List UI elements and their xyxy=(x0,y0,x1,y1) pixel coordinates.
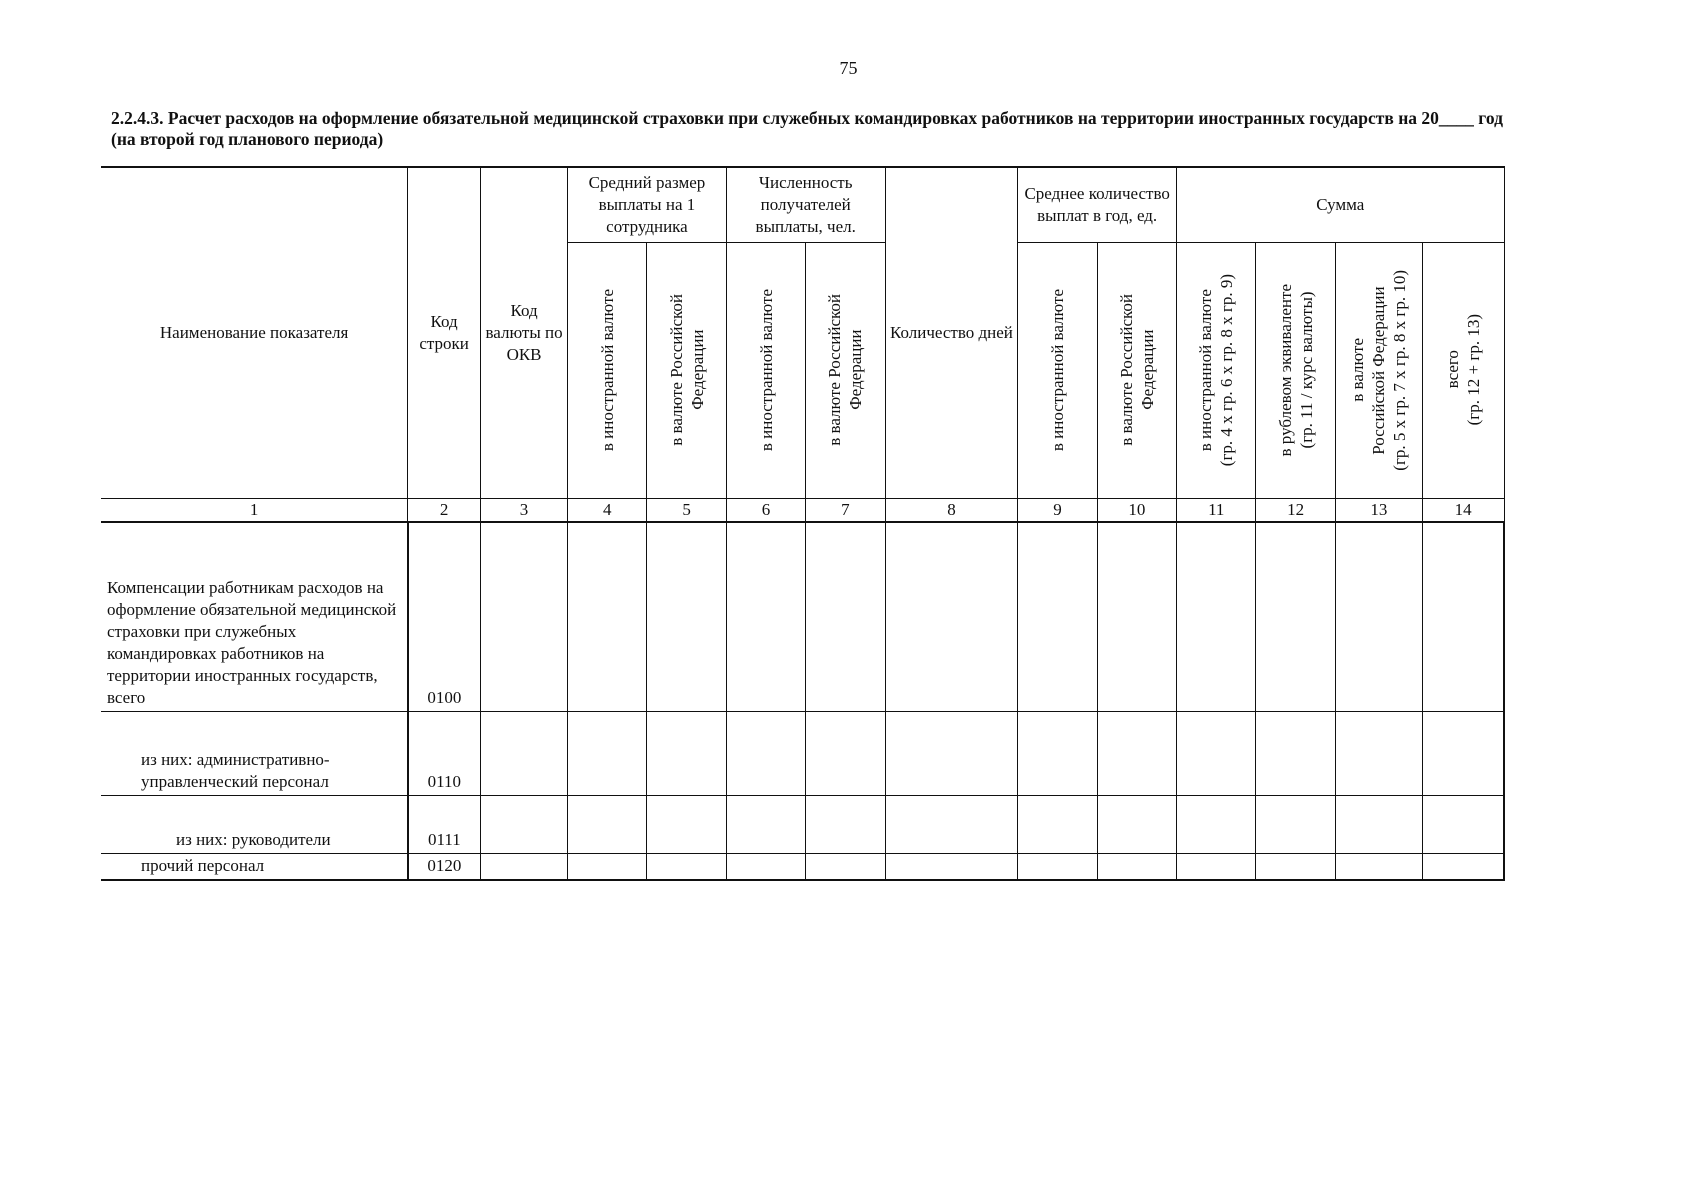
header-col6-label: в иностранной валюте xyxy=(756,288,776,452)
data-cell[interactable] xyxy=(481,796,568,854)
data-cell[interactable] xyxy=(647,854,726,880)
data-cell[interactable] xyxy=(1256,712,1335,796)
data-cell[interactable] xyxy=(1422,854,1504,880)
header-col6 xyxy=(726,242,805,498)
data-cell[interactable] xyxy=(1422,796,1504,854)
column-number: 13 xyxy=(1335,498,1422,522)
data-cell[interactable] xyxy=(726,712,805,796)
header-days: Количество дней xyxy=(885,167,1018,498)
data-cell[interactable] xyxy=(885,522,1018,712)
header-col10-label: в валюте Российской Федерации xyxy=(1116,294,1157,446)
row-name: из них: административно-управленческий персонал xyxy=(101,712,408,796)
data-cell[interactable] xyxy=(1256,854,1335,880)
data-cell[interactable] xyxy=(1177,522,1256,712)
header-col9-label: в иностранной валюте xyxy=(1047,288,1067,452)
header-col10 xyxy=(1097,242,1176,498)
row-code: 0120 xyxy=(408,854,481,880)
column-number: 10 xyxy=(1097,498,1176,522)
data-cell[interactable] xyxy=(1097,522,1176,712)
data-cell[interactable] xyxy=(1097,712,1176,796)
data-cell[interactable] xyxy=(806,522,885,712)
column-number: 1 xyxy=(101,498,408,522)
column-number: 3 xyxy=(481,498,568,522)
data-cell[interactable] xyxy=(647,796,726,854)
column-number: 6 xyxy=(726,498,805,522)
data-cell[interactable] xyxy=(1256,796,1335,854)
header-sum: Сумма xyxy=(1177,167,1504,242)
data-cell[interactable] xyxy=(885,854,1018,880)
header-avg-count: Среднее количество выплат в год, ед. xyxy=(1018,167,1177,242)
row-code: 0111 xyxy=(408,796,481,854)
column-number: 4 xyxy=(568,498,647,522)
header-currency-code: Код валюты по ОКВ xyxy=(481,167,568,498)
table-row xyxy=(101,854,1504,880)
data-cell[interactable] xyxy=(1018,854,1097,880)
column-number: 9 xyxy=(1018,498,1097,522)
column-number: 2 xyxy=(408,498,481,522)
data-cell[interactable] xyxy=(647,522,726,712)
data-cell[interactable] xyxy=(1177,796,1256,854)
header-col4-label: в иностранной валюте xyxy=(597,288,617,452)
data-cell[interactable] xyxy=(568,796,647,854)
header-col7-label: в валюте Российской Федерации xyxy=(825,294,866,446)
data-cell[interactable] xyxy=(726,854,805,880)
row-name: из них: руководители xyxy=(101,796,408,854)
data-cell[interactable] xyxy=(1335,796,1422,854)
data-cell[interactable] xyxy=(1422,522,1504,712)
data-cell[interactable] xyxy=(1335,522,1422,712)
row-name: Компенсации работникам расходов на оформление обязательной медицинской страховки при служебных командировках работников на территории иностранных государств, всего xyxy=(101,522,408,712)
header-col11-label: в иностранной валюте (гр. 4 х гр. 6 х гр. 8 х гр. 9) xyxy=(1196,273,1237,467)
data-cell[interactable] xyxy=(1018,796,1097,854)
header-col14 xyxy=(1422,242,1504,498)
column-number: 7 xyxy=(806,498,885,522)
data-cell[interactable] xyxy=(726,522,805,712)
data-cell[interactable] xyxy=(726,796,805,854)
data-cell[interactable] xyxy=(885,712,1018,796)
data-cell[interactable] xyxy=(885,796,1018,854)
column-number: 5 xyxy=(647,498,726,522)
column-number: 12 xyxy=(1256,498,1335,522)
header-name: Наименование показателя xyxy=(101,167,408,498)
header-row-code: Код строки xyxy=(408,167,481,498)
table-row xyxy=(101,712,1504,796)
table-row xyxy=(101,796,1504,854)
table-row xyxy=(101,522,1504,712)
header-col7 xyxy=(806,242,885,498)
data-cell[interactable] xyxy=(568,522,647,712)
column-number-row xyxy=(101,498,1504,522)
data-cell[interactable] xyxy=(1018,712,1097,796)
data-cell[interactable] xyxy=(806,854,885,880)
calculation-table xyxy=(101,166,1505,881)
header-col11 xyxy=(1177,242,1256,498)
data-cell[interactable] xyxy=(481,522,568,712)
header-col5-label: в валюте Российской Федерации xyxy=(666,294,707,446)
header-col13 xyxy=(1335,242,1422,498)
data-cell[interactable] xyxy=(1177,854,1256,880)
header-col14-label: всего (гр. 12 + гр. 13) xyxy=(1443,314,1484,426)
column-number: 8 xyxy=(885,498,1018,522)
page-number: 75 xyxy=(839,58,858,78)
header-col12-label: в рублевом эквиваленте (гр. 11 / курс валюты) xyxy=(1275,283,1316,457)
row-name: прочий персонал xyxy=(101,854,408,880)
data-cell[interactable] xyxy=(481,712,568,796)
header-avg-payment: Средний размер выплаты на 1 сотрудника xyxy=(568,167,727,242)
header-col9 xyxy=(1018,242,1097,498)
data-cell[interactable] xyxy=(1097,854,1176,880)
header-col13-label: в валюте Российской Федерации (гр. 5 х гр. 7 х гр. 8 х гр. 10) xyxy=(1348,269,1410,471)
column-number: 11 xyxy=(1177,498,1256,522)
data-cell[interactable] xyxy=(568,712,647,796)
data-cell[interactable] xyxy=(481,854,568,880)
header-col12 xyxy=(1256,242,1335,498)
header-col5 xyxy=(647,242,726,498)
data-cell[interactable] xyxy=(1335,712,1422,796)
data-cell[interactable] xyxy=(806,712,885,796)
row-code: 0100 xyxy=(408,522,481,712)
data-cell[interactable] xyxy=(1422,712,1504,796)
section-title: 2.2.4.3. Расчет расходов на оформление обязательной медицинской страховки при служебных командировках работников на территории иностранных государств на 20____ год (на второй год планового периода) xyxy=(111,108,1503,149)
header-col4 xyxy=(568,242,647,498)
data-cell[interactable] xyxy=(1177,712,1256,796)
header-recipients: Численность получателей выплаты, чел. xyxy=(726,167,885,242)
data-cell[interactable] xyxy=(1256,522,1335,712)
column-number: 14 xyxy=(1422,498,1504,522)
data-cell[interactable] xyxy=(568,854,647,880)
data-cell[interactable] xyxy=(1018,522,1097,712)
data-cell[interactable] xyxy=(647,712,726,796)
row-code: 0110 xyxy=(408,712,481,796)
data-cell[interactable] xyxy=(806,796,885,854)
data-cell[interactable] xyxy=(1335,854,1422,880)
data-cell[interactable] xyxy=(1097,796,1176,854)
